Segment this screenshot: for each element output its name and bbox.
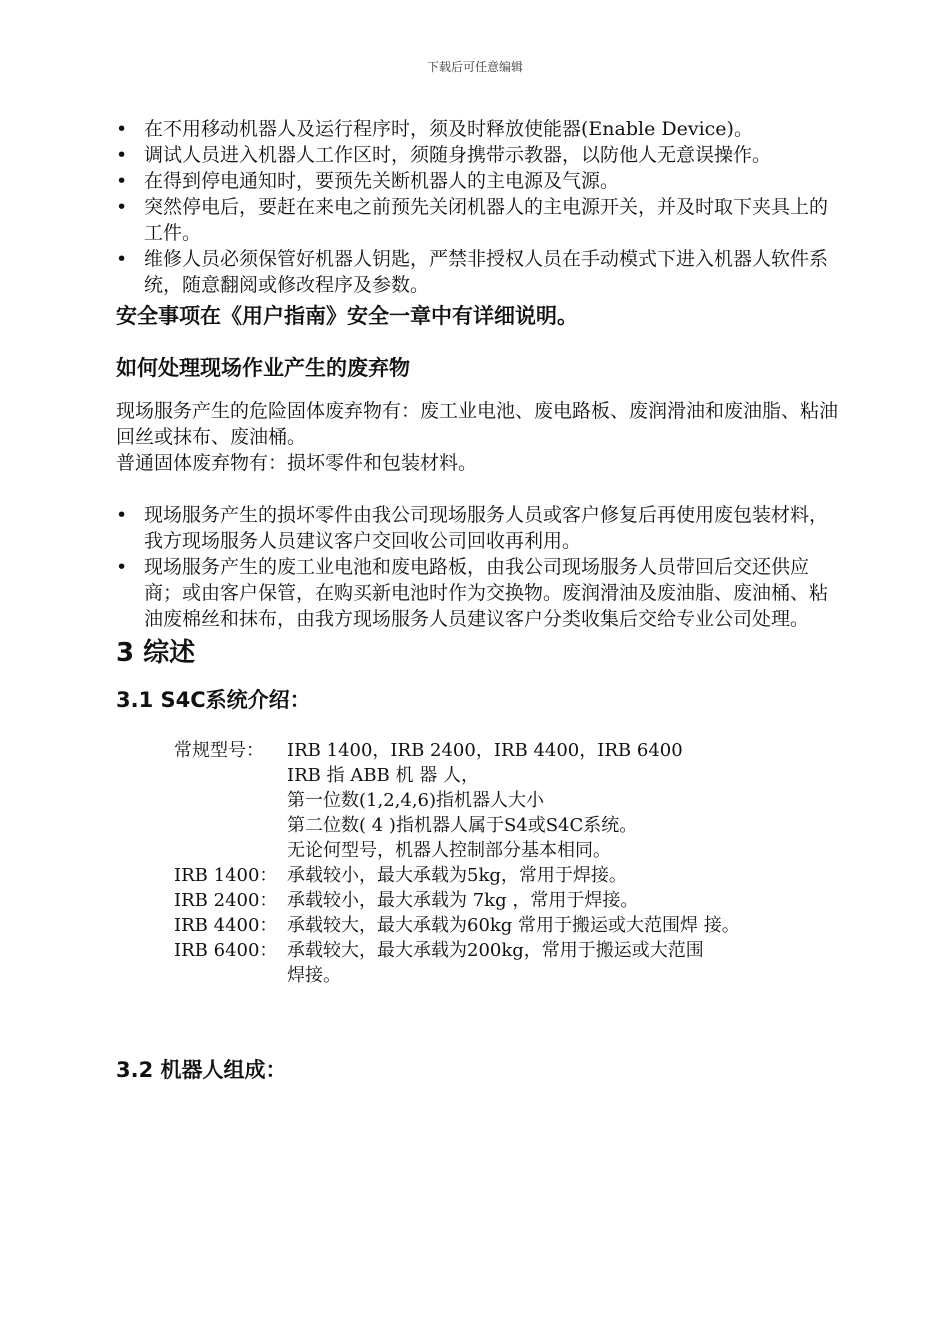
spec-row [174, 888, 838, 913]
model-note-first-digit: 第一位数(1,2,4,6)指机器人大小 [287, 790, 545, 811]
model-note-common: 无论何型号，机器人控制部分基本相同。 [287, 840, 611, 861]
model-list: IRB 1400，IRB 2400，IRB 4400，IRB 6400 [287, 740, 683, 761]
spec-label: IRB 1400： [174, 865, 278, 886]
spec-row [174, 863, 838, 888]
spec-label: IRB 2400： [174, 890, 278, 911]
list-item: • 维修人员必须保管好机器人钥匙，严禁非授权人员在手动模式下进入机器人软件系统，随意翻阅或修改程序及参数。 [116, 248, 829, 296]
bullet-icon: • [116, 170, 128, 192]
spec-label: IRB 6400： [174, 940, 278, 961]
model-row [174, 738, 838, 763]
bullet-icon: • [116, 248, 128, 270]
bullet-icon: • [116, 504, 128, 526]
waste-bullet-list [116, 502, 838, 632]
spec-row [174, 913, 838, 938]
list-item: • 突然停电后，要赶在来电之前预先关闭机器人的主电源开关，并及时取下夹具上的工件。 [116, 196, 829, 244]
list-item: • 调试人员进入机器人工作区时，须随身携带示教器，以防他人无意误操作。 [116, 144, 772, 166]
bullet-icon: • [116, 144, 128, 166]
spec-row [174, 938, 838, 963]
document-body [116, 116, 838, 1084]
model-note-second-digit: 第二位数( 4 )指机器人属于S4或S4C系统。 [287, 815, 638, 836]
page-header: 下载后可任意编辑 [426, 60, 523, 74]
spec-text: 承载较大，最大承载为60kg 常用于搬运或大范围焊 接。 [287, 915, 740, 936]
spec-continuation: 焊接。 [287, 965, 341, 986]
waste-paragraph-general: 普通固体废弃物有：损坏零件和包装材料。 [116, 452, 478, 474]
spec-label: IRB 4400： [174, 915, 278, 936]
safety-note: 安全事项在《用户指南》安全一章中有详细说明。 [116, 304, 578, 328]
bullet-icon: • [116, 118, 128, 140]
spec-text: 承载较大，最大承载为200kg，常用于搬运或大范围 [287, 940, 704, 961]
bullet-icon: • [116, 556, 128, 578]
list-item: • 在不用移动机器人及运行程序时，须及时释放使能器(Enable Device)。 [116, 118, 753, 140]
model-spec-block [174, 738, 838, 988]
section-3-title: 3 综述 [116, 638, 196, 668]
section-3-2-title: 3.2 机器人组成： [116, 1058, 287, 1082]
list-item: • 现场服务产生的废工业电池和废电路板，由我公司现场服务人员带回后交还供应商；或由客户保管，在购买新电池时作为交换物。废润滑油及废油脂、废油桶、粘油废棉丝和抹布，由我方现场服务人员建议客户分类收集后交给专业公司处理。 [116, 556, 829, 630]
spec-text: 承载较小，最大承载为5kg，常用于焊接。 [287, 865, 627, 886]
list-item: • 在得到停电通知时，要预先关断机器人的主电源及气源。 [116, 170, 620, 192]
section-3-1-title: 3.1 S4C系统介绍： [116, 688, 311, 712]
model-label: 常规型号： [174, 740, 264, 761]
spec-text: 承载较小，最大承载为 7kg ，常用于焊接。 [287, 890, 639, 911]
safety-bullet-list [116, 116, 838, 298]
waste-heading: 如何处理现场作业产生的废弃物 [116, 356, 410, 380]
waste-paragraph-hazardous: 现场服务产生的危险固体废弃物有：废工业电池、废电路板、废润滑油和废油脂、粘油回丝或抹布、废油桶。 [116, 400, 839, 448]
list-item: • 现场服务产生的损坏零件由我公司现场服务人员或客户修复后再使用废包装材料，我方现场服务人员建议客户交回收公司回收再利用。 [116, 504, 829, 552]
model-note-irb: IRB 指 ABB 机 器 人， [287, 765, 479, 786]
bullet-icon: • [116, 196, 128, 218]
